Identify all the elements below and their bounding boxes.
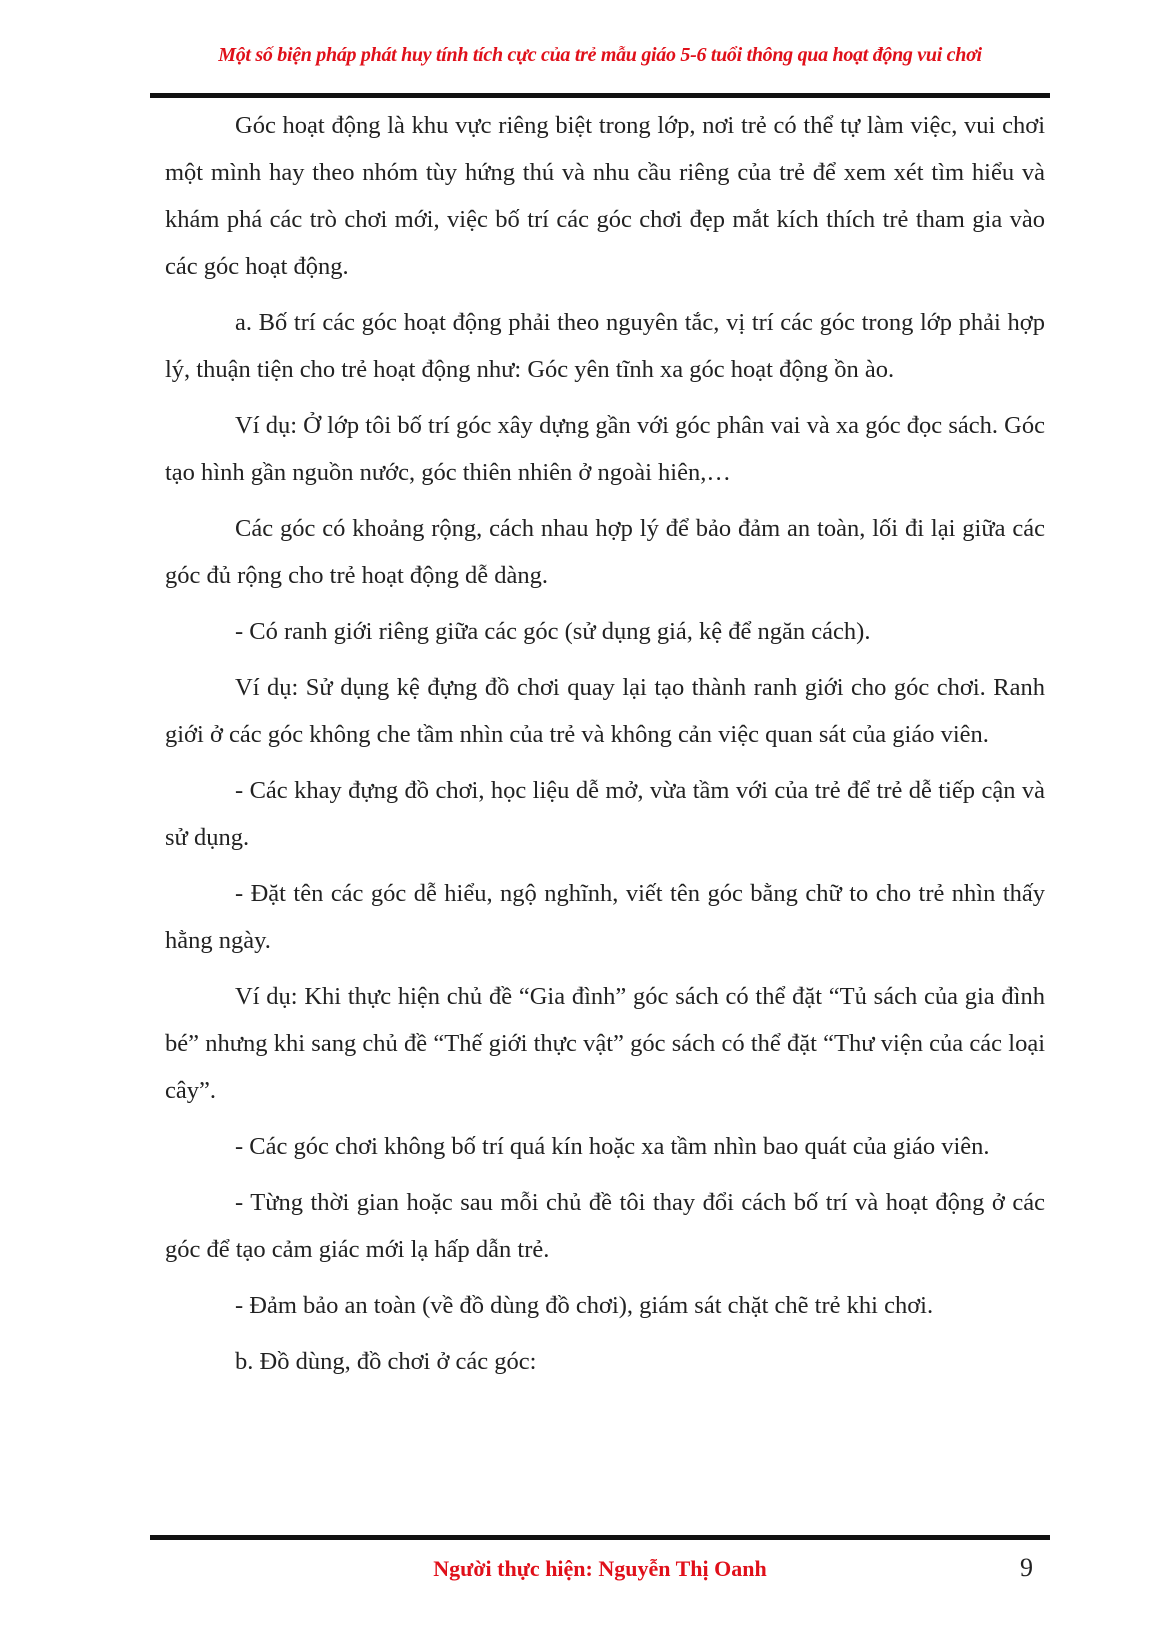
paragraph: a. Bố trí các góc hoạt động phải theo nguyên tắc, vị trí các góc trong lớp phải hợp lý, thuận tiện cho trẻ hoạt động như: Góc yên tĩnh xa góc hoạt động ồn ào. [165,309,1045,383]
paragraph: - Các khay đựng đồ chơi, học liệu dễ mở, vừa tầm với của trẻ để trẻ dễ tiếp cận và sử dụng. [165,777,1045,851]
paragraph: Góc hoạt động là khu vực riêng biệt trong lớp, nơi trẻ có thể tự làm việc, vui chơi một mình hay theo nhóm tùy hứng thú và nhu cầu riêng của trẻ để xem xét tìm hiểu và khám phá các trò chơi mới, việc bố trí các góc chơi đẹp mắt kích thích trẻ tham gia vào các góc hoạt động. [165,112,1045,280]
footer-author: Người thực hiện: Nguyễn Thị Oanh [433,1556,767,1581]
document-body [165,102,1045,1394]
footer-divider [150,1535,1050,1540]
paragraph: Các góc có khoảng rộng, cách nhau hợp lý để bảo đảm an toàn, lối đi lại giữa các góc đủ rộng cho trẻ hoạt động dễ dàng. [165,515,1045,589]
paragraph: Ví dụ: Ở lớp tôi bố trí góc xây dựng gần với góc phân vai và xa góc đọc sách. Góc tạo hình gần nguồn nước, góc thiên nhiên ở ngoài hiên,… [165,412,1045,486]
paragraph: Ví dụ: Sử dụng kệ đựng đồ chơi quay lại tạo thành ranh giới cho góc chơi. Ranh giới ở các góc không che tầm nhìn của trẻ và không cản việc quan sát của giáo viên. [165,674,1045,748]
paragraph: Ví dụ: Khi thực hiện chủ đề “Gia đình” góc sách có thể đặt “Tủ sách của gia đình bé” nhưng khi sang chủ đề “Thế giới thực vật” góc sách có thể đặt “Thư viện của các loại cây”. [165,983,1045,1104]
paragraph: - Đảm bảo an toàn (về đồ dùng đồ chơi), giám sát chặt chẽ trẻ khi chơi. [235,1292,934,1319]
header-divider [150,93,1050,98]
paragraph: - Có ranh giới riêng giữa các góc (sử dụng giá, kệ để ngăn cách). [235,618,871,645]
paragraph: - Từng thời gian hoặc sau mỗi chủ đề tôi thay đổi cách bố trí và hoạt động ở các góc để tạo cảm giác mới lạ hấp dẫn trẻ. [165,1189,1045,1263]
paragraph: b. Đồ dùng, đồ chơi ở các góc: [235,1348,537,1375]
page-number: 9 [1020,1553,1033,1582]
paragraph: - Các góc chơi không bố trí quá kín hoặc xa tầm nhìn bao quát của giáo viên. [235,1133,990,1160]
document-header-title: Một số biện pháp phát huy tính tích cực của trẻ mẫu giáo 5-6 tuổi thông qua hoạt động vui chơi [218,44,982,66]
paragraph: - Đặt tên các góc dễ hiểu, ngộ nghĩnh, viết tên góc bằng chữ to cho trẻ nhìn thấy hằng ngày. [165,880,1045,954]
